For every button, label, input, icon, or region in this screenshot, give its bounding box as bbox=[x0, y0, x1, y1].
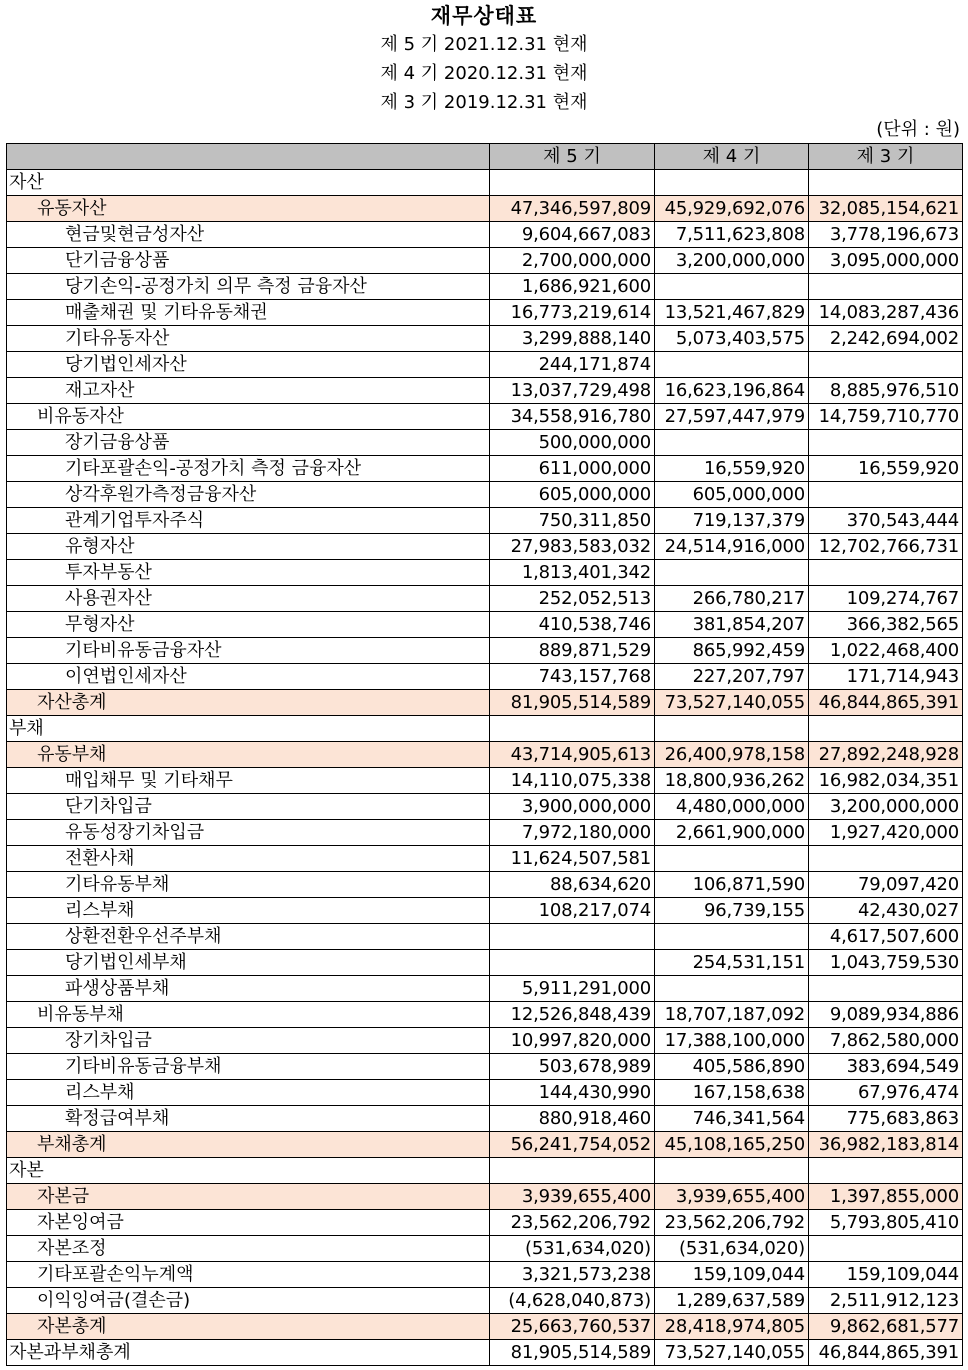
value-period-4: 27,597,447,979 bbox=[655, 404, 809, 430]
value-period-3 bbox=[809, 976, 963, 1002]
table-row bbox=[7, 404, 963, 430]
value-period-3: 383,694,549 bbox=[809, 1054, 963, 1080]
value-period-4: 405,586,890 bbox=[655, 1054, 809, 1080]
account-name-cell: 상각후원가측정금융자산 bbox=[7, 482, 490, 508]
account-name-cell: 리스부채 bbox=[7, 1080, 490, 1106]
account-name-cell: 확정급여부채 bbox=[7, 1106, 490, 1132]
unit-label: (단위 : 원) bbox=[876, 119, 960, 140]
table-row bbox=[7, 950, 963, 976]
value-period-5: 1,686,921,600 bbox=[490, 274, 655, 300]
account-name-cell: 파생상품부채 bbox=[7, 976, 490, 1002]
table-row bbox=[7, 274, 963, 300]
value-period-3 bbox=[809, 1158, 963, 1184]
table-row bbox=[7, 742, 963, 768]
value-period-3: 159,109,044 bbox=[809, 1262, 963, 1288]
table-row bbox=[7, 456, 963, 482]
value-period-5: 3,939,655,400 bbox=[490, 1184, 655, 1210]
account-name-cell: 재고자산 bbox=[7, 378, 490, 404]
value-period-4: 13,521,467,829 bbox=[655, 300, 809, 326]
value-period-3: 2,242,694,002 bbox=[809, 326, 963, 352]
table-row bbox=[7, 378, 963, 404]
value-period-5: 7,972,180,000 bbox=[490, 820, 655, 846]
value-period-5 bbox=[490, 716, 655, 742]
value-period-4 bbox=[655, 716, 809, 742]
value-period-3: 46,844,865,391 bbox=[809, 1340, 963, 1366]
value-period-5: 611,000,000 bbox=[490, 456, 655, 482]
column-header-period-3: 제 3 기 bbox=[809, 144, 963, 170]
account-name-cell: 기타비유동금융자산 bbox=[7, 638, 490, 664]
value-period-5: 16,773,219,614 bbox=[490, 300, 655, 326]
value-period-3: 370,543,444 bbox=[809, 508, 963, 534]
value-period-5: 56,241,754,052 bbox=[490, 1132, 655, 1158]
account-name-cell: 전환사채 bbox=[7, 846, 490, 872]
table-row bbox=[7, 326, 963, 352]
value-period-5: 500,000,000 bbox=[490, 430, 655, 456]
account-name-cell: 기타포괄손익-공정가치 측정 금융자산 bbox=[7, 456, 490, 482]
table-row bbox=[7, 1288, 963, 1314]
value-period-4 bbox=[655, 924, 809, 950]
value-period-5: 2,700,000,000 bbox=[490, 248, 655, 274]
value-period-5: 10,997,820,000 bbox=[490, 1028, 655, 1054]
value-period-3: 5,793,805,410 bbox=[809, 1210, 963, 1236]
value-period-5: 743,157,768 bbox=[490, 664, 655, 690]
value-period-4: 3,200,000,000 bbox=[655, 248, 809, 274]
table-row bbox=[7, 872, 963, 898]
value-period-4 bbox=[655, 274, 809, 300]
value-period-3: 171,714,943 bbox=[809, 664, 963, 690]
statement-header bbox=[0, 0, 968, 117]
table-row bbox=[7, 664, 963, 690]
value-period-5 bbox=[490, 950, 655, 976]
value-period-3 bbox=[809, 352, 963, 378]
column-header-period-4: 제 4 기 bbox=[655, 144, 809, 170]
table-row bbox=[7, 846, 963, 872]
account-name-cell: 유형자산 bbox=[7, 534, 490, 560]
value-period-3: 1,397,855,000 bbox=[809, 1184, 963, 1210]
table-row bbox=[7, 612, 963, 638]
value-period-3: 14,759,710,770 bbox=[809, 404, 963, 430]
value-period-4: 16,559,920 bbox=[655, 456, 809, 482]
table-row bbox=[7, 1080, 963, 1106]
table-row bbox=[7, 716, 963, 742]
table-row bbox=[7, 300, 963, 326]
value-period-3: 12,702,766,731 bbox=[809, 534, 963, 560]
table-row bbox=[7, 482, 963, 508]
value-period-5: 13,037,729,498 bbox=[490, 378, 655, 404]
account-name-cell: 매출채권 및 기타유동채권 bbox=[7, 300, 490, 326]
value-period-5: 880,918,460 bbox=[490, 1106, 655, 1132]
value-period-5: 889,871,529 bbox=[490, 638, 655, 664]
value-period-3: 1,927,420,000 bbox=[809, 820, 963, 846]
table-row bbox=[7, 820, 963, 846]
value-period-3: 3,200,000,000 bbox=[809, 794, 963, 820]
value-period-3: 1,022,468,400 bbox=[809, 638, 963, 664]
value-period-5: 81,905,514,589 bbox=[490, 1340, 655, 1366]
account-name-cell: 자본총계 bbox=[7, 1314, 490, 1340]
value-period-4: 28,418,974,805 bbox=[655, 1314, 809, 1340]
account-name-cell: 현금및현금성자산 bbox=[7, 222, 490, 248]
value-period-4: 605,000,000 bbox=[655, 482, 809, 508]
account-name-cell: 상환전환우선주부채 bbox=[7, 924, 490, 950]
value-period-5: 27,983,583,032 bbox=[490, 534, 655, 560]
table-row bbox=[7, 768, 963, 794]
value-period-5: 9,604,667,083 bbox=[490, 222, 655, 248]
value-period-4: 26,400,978,158 bbox=[655, 742, 809, 768]
value-period-5: 252,052,513 bbox=[490, 586, 655, 612]
table-row bbox=[7, 1028, 963, 1054]
period-line-5: 제 5 기 2021.12.31 현재 bbox=[380, 34, 588, 55]
table-row bbox=[7, 170, 963, 196]
account-name-cell: 당기법인세자산 bbox=[7, 352, 490, 378]
value-period-4 bbox=[655, 560, 809, 586]
value-period-4: 5,073,403,575 bbox=[655, 326, 809, 352]
account-name-cell: 장기금융상품 bbox=[7, 430, 490, 456]
account-name-cell: 부채 bbox=[7, 716, 490, 742]
value-period-3: 9,089,934,886 bbox=[809, 1002, 963, 1028]
table-row bbox=[7, 508, 963, 534]
value-period-3: 27,892,248,928 bbox=[809, 742, 963, 768]
value-period-5 bbox=[490, 1158, 655, 1184]
value-period-4: 167,158,638 bbox=[655, 1080, 809, 1106]
value-period-3: 9,862,681,577 bbox=[809, 1314, 963, 1340]
value-period-5: (531,634,020) bbox=[490, 1236, 655, 1262]
table-row bbox=[7, 1132, 963, 1158]
value-period-4: 18,707,187,092 bbox=[655, 1002, 809, 1028]
value-period-5 bbox=[490, 924, 655, 950]
value-period-4: 3,939,655,400 bbox=[655, 1184, 809, 1210]
value-period-3: 16,559,920 bbox=[809, 456, 963, 482]
account-name-cell: 자본과부채총계 bbox=[7, 1340, 490, 1366]
table-row bbox=[7, 248, 963, 274]
table-row bbox=[7, 924, 963, 950]
value-period-3: 1,043,759,530 bbox=[809, 950, 963, 976]
table-body bbox=[7, 170, 963, 1366]
value-period-5: (4,628,040,873) bbox=[490, 1288, 655, 1314]
value-period-4 bbox=[655, 846, 809, 872]
account-name-cell: 자본잉여금 bbox=[7, 1210, 490, 1236]
account-name-cell: 비유동부채 bbox=[7, 1002, 490, 1028]
value-period-4: 7,511,623,808 bbox=[655, 222, 809, 248]
value-period-4: 17,388,100,000 bbox=[655, 1028, 809, 1054]
value-period-5: 88,634,620 bbox=[490, 872, 655, 898]
value-period-4 bbox=[655, 976, 809, 1002]
table-row bbox=[7, 1314, 963, 1340]
account-name-cell: 당기법인세부채 bbox=[7, 950, 490, 976]
value-period-4: 106,871,590 bbox=[655, 872, 809, 898]
table-row bbox=[7, 1002, 963, 1028]
value-period-3 bbox=[809, 846, 963, 872]
value-period-3 bbox=[809, 170, 963, 196]
table-row bbox=[7, 1340, 963, 1366]
value-period-5: 605,000,000 bbox=[490, 482, 655, 508]
balance-sheet-table bbox=[6, 143, 963, 1366]
value-period-3: 14,083,287,436 bbox=[809, 300, 963, 326]
value-period-3: 32,085,154,621 bbox=[809, 196, 963, 222]
value-period-3 bbox=[809, 482, 963, 508]
value-period-4: (531,634,020) bbox=[655, 1236, 809, 1262]
value-period-4: 45,108,165,250 bbox=[655, 1132, 809, 1158]
value-period-5: 503,678,989 bbox=[490, 1054, 655, 1080]
account-name-cell: 기타포괄손익누계액 bbox=[7, 1262, 490, 1288]
value-period-3: 2,511,912,123 bbox=[809, 1288, 963, 1314]
table-row bbox=[7, 1262, 963, 1288]
value-period-4 bbox=[655, 430, 809, 456]
table-row bbox=[7, 222, 963, 248]
value-period-5: 14,110,075,338 bbox=[490, 768, 655, 794]
account-name-cell: 이연법인세자산 bbox=[7, 664, 490, 690]
account-name-cell: 단기차입금 bbox=[7, 794, 490, 820]
account-name-cell: 관계기업투자주식 bbox=[7, 508, 490, 534]
column-header-account bbox=[7, 144, 490, 170]
table-row bbox=[7, 196, 963, 222]
value-period-5: 3,321,573,238 bbox=[490, 1262, 655, 1288]
value-period-4 bbox=[655, 352, 809, 378]
table-row bbox=[7, 1106, 963, 1132]
period-line-4: 제 4 기 2020.12.31 현재 bbox=[380, 63, 588, 84]
account-name-cell: 유동자산 bbox=[7, 196, 490, 222]
period-line-3: 제 3 기 2019.12.31 현재 bbox=[380, 92, 588, 113]
value-period-3: 7,862,580,000 bbox=[809, 1028, 963, 1054]
value-period-5: 3,900,000,000 bbox=[490, 794, 655, 820]
table-row bbox=[7, 1158, 963, 1184]
table-row bbox=[7, 1184, 963, 1210]
value-period-5: 43,714,905,613 bbox=[490, 742, 655, 768]
table-row bbox=[7, 586, 963, 612]
account-name-cell: 투자부동산 bbox=[7, 560, 490, 586]
value-period-4: 227,207,797 bbox=[655, 664, 809, 690]
value-period-3: 79,097,420 bbox=[809, 872, 963, 898]
value-period-5: 11,624,507,581 bbox=[490, 846, 655, 872]
value-period-5: 25,663,760,537 bbox=[490, 1314, 655, 1340]
value-period-5: 3,299,888,140 bbox=[490, 326, 655, 352]
value-period-3: 775,683,863 bbox=[809, 1106, 963, 1132]
table-row bbox=[7, 534, 963, 560]
table-row bbox=[7, 976, 963, 1002]
value-period-4: 24,514,916,000 bbox=[655, 534, 809, 560]
value-period-3: 3,778,196,673 bbox=[809, 222, 963, 248]
account-name-cell: 자본조정 bbox=[7, 1236, 490, 1262]
column-header-period-5: 제 5 기 bbox=[490, 144, 655, 170]
value-period-5: 244,171,874 bbox=[490, 352, 655, 378]
value-period-4: 23,562,206,792 bbox=[655, 1210, 809, 1236]
value-period-3 bbox=[809, 430, 963, 456]
value-period-4: 73,527,140,055 bbox=[655, 1340, 809, 1366]
value-period-3: 8,885,976,510 bbox=[809, 378, 963, 404]
value-period-4: 254,531,151 bbox=[655, 950, 809, 976]
value-period-5: 410,538,746 bbox=[490, 612, 655, 638]
account-name-cell: 당기손익-공정가치 의무 측정 금융자산 bbox=[7, 274, 490, 300]
account-name-cell: 기타유동부채 bbox=[7, 872, 490, 898]
value-period-3: 67,976,474 bbox=[809, 1080, 963, 1106]
account-name-cell: 무형자산 bbox=[7, 612, 490, 638]
table-row bbox=[7, 430, 963, 456]
value-period-5: 47,346,597,809 bbox=[490, 196, 655, 222]
value-period-5: 5,911,291,000 bbox=[490, 976, 655, 1002]
account-name-cell: 장기차입금 bbox=[7, 1028, 490, 1054]
value-period-5: 1,813,401,342 bbox=[490, 560, 655, 586]
value-period-5: 34,558,916,780 bbox=[490, 404, 655, 430]
account-name-cell: 단기금융상품 bbox=[7, 248, 490, 274]
value-period-5: 23,562,206,792 bbox=[490, 1210, 655, 1236]
table-row bbox=[7, 898, 963, 924]
value-period-4: 16,623,196,864 bbox=[655, 378, 809, 404]
table-row bbox=[7, 690, 963, 716]
value-period-5 bbox=[490, 170, 655, 196]
account-name-cell: 자산총계 bbox=[7, 690, 490, 716]
table-row bbox=[7, 352, 963, 378]
account-name-cell: 이익잉여금(결손금) bbox=[7, 1288, 490, 1314]
value-period-3: 4,617,507,600 bbox=[809, 924, 963, 950]
value-period-3: 42,430,027 bbox=[809, 898, 963, 924]
account-name-cell: 기타유동자산 bbox=[7, 326, 490, 352]
table-row bbox=[7, 1236, 963, 1262]
value-period-5: 81,905,514,589 bbox=[490, 690, 655, 716]
account-name-cell: 매입채무 및 기타채무 bbox=[7, 768, 490, 794]
value-period-4 bbox=[655, 170, 809, 196]
value-period-4: 73,527,140,055 bbox=[655, 690, 809, 716]
value-period-4: 719,137,379 bbox=[655, 508, 809, 534]
value-period-4: 18,800,936,262 bbox=[655, 768, 809, 794]
account-name-cell: 사용권자산 bbox=[7, 586, 490, 612]
value-period-5: 144,430,990 bbox=[490, 1080, 655, 1106]
value-period-3 bbox=[809, 716, 963, 742]
account-name-cell: 자본 bbox=[7, 1158, 490, 1184]
value-period-3: 3,095,000,000 bbox=[809, 248, 963, 274]
value-period-5: 108,217,074 bbox=[490, 898, 655, 924]
value-period-4: 865,992,459 bbox=[655, 638, 809, 664]
account-name-cell: 유동성장기차입금 bbox=[7, 820, 490, 846]
value-period-3: 109,274,767 bbox=[809, 586, 963, 612]
value-period-4: 45,929,692,076 bbox=[655, 196, 809, 222]
account-name-cell: 유동부채 bbox=[7, 742, 490, 768]
account-name-cell: 기타비유동금융부채 bbox=[7, 1054, 490, 1080]
value-period-4: 266,780,217 bbox=[655, 586, 809, 612]
account-name-cell: 비유동자산 bbox=[7, 404, 490, 430]
value-period-4: 746,341,564 bbox=[655, 1106, 809, 1132]
value-period-3 bbox=[809, 1236, 963, 1262]
account-name-cell: 자본금 bbox=[7, 1184, 490, 1210]
value-period-3: 16,982,034,351 bbox=[809, 768, 963, 794]
value-period-5: 750,311,850 bbox=[490, 508, 655, 534]
value-period-3 bbox=[809, 274, 963, 300]
value-period-5: 12,526,848,439 bbox=[490, 1002, 655, 1028]
account-name-cell: 리스부채 bbox=[7, 898, 490, 924]
value-period-3 bbox=[809, 560, 963, 586]
table-row bbox=[7, 1054, 963, 1080]
table-row bbox=[7, 1210, 963, 1236]
value-period-4: 159,109,044 bbox=[655, 1262, 809, 1288]
table-header-row bbox=[7, 144, 963, 170]
table-row bbox=[7, 794, 963, 820]
account-name-cell: 자산 bbox=[7, 170, 490, 196]
value-period-3: 46,844,865,391 bbox=[809, 690, 963, 716]
value-period-4: 96,739,155 bbox=[655, 898, 809, 924]
value-period-3: 366,382,565 bbox=[809, 612, 963, 638]
account-name-cell: 부채총계 bbox=[7, 1132, 490, 1158]
document-title: 재무상태표 bbox=[430, 4, 538, 28]
value-period-4: 1,289,637,589 bbox=[655, 1288, 809, 1314]
value-period-3: 36,982,183,814 bbox=[809, 1132, 963, 1158]
value-period-4: 4,480,000,000 bbox=[655, 794, 809, 820]
value-period-4 bbox=[655, 1158, 809, 1184]
value-period-4: 2,661,900,000 bbox=[655, 820, 809, 846]
value-period-4: 381,854,207 bbox=[655, 612, 809, 638]
table-row bbox=[7, 638, 963, 664]
table-row bbox=[7, 560, 963, 586]
